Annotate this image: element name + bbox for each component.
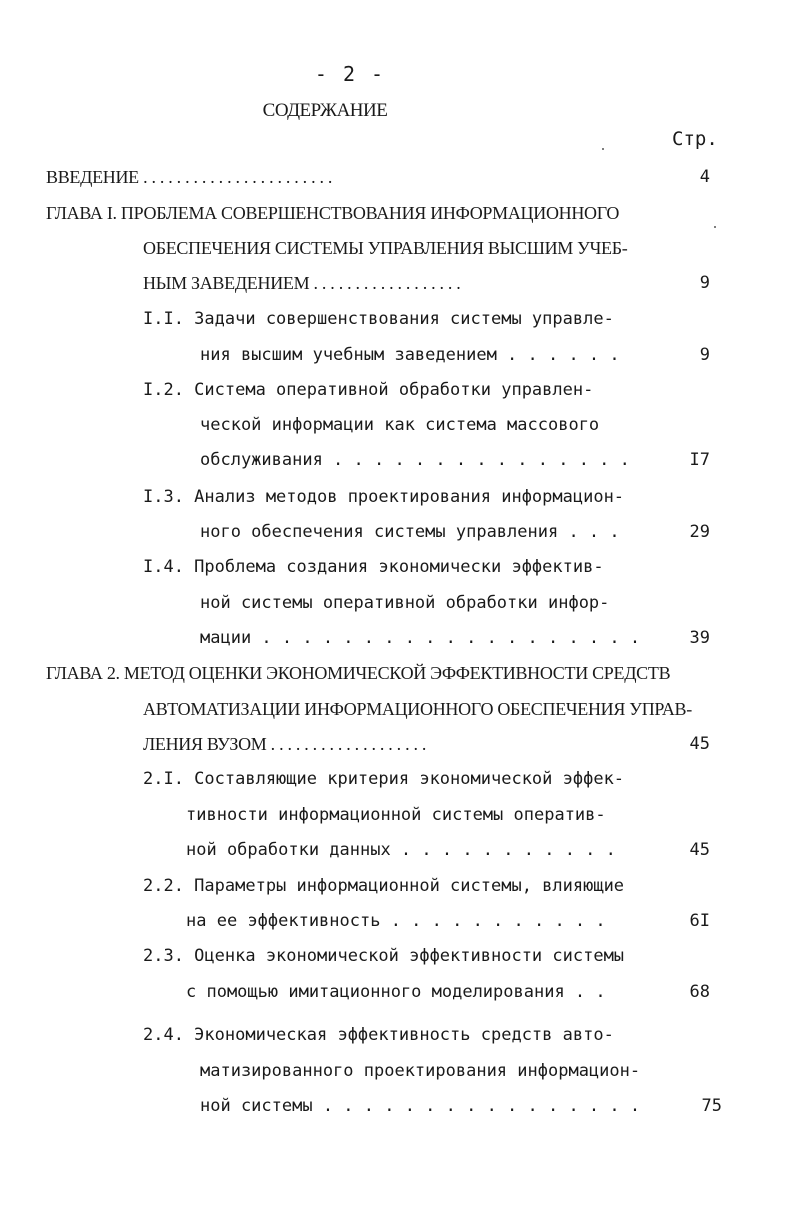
toc-line-1-1-a: I.I. Задачи совершенствования системы управле-	[143, 309, 614, 329]
scan-speck	[602, 148, 604, 150]
toc-line-2-4-c: ной системы . . . . . . . . . . . . . . . .	[200, 1096, 641, 1116]
toc-line-1-4-c: мации . . . . . . . . . . . . . . . . . . .	[200, 628, 641, 648]
toc-line-chapter1-2: ОБЕСПЕЧЕНИЯ СИСТЕМЫ УПРАВЛЕНИЯ ВЫСШИМ УЧЕБ-	[143, 238, 628, 258]
page-column-label: Стр.	[672, 128, 718, 150]
toc-line-1-3-a: I.3. Анализ методов проектирования информацион-	[143, 487, 625, 507]
toc-line-2-1-b: тивности информационной системы оператив-	[186, 805, 606, 825]
toc-line-1-2-c: обслуживания . . . . . . . . . . . . . . .	[200, 450, 630, 470]
toc-page-2-4: 75	[701, 1096, 722, 1116]
toc-line-chapter2-1: ГЛАВА 2. МЕТОД ОЦЕНКИ ЭКОНОМИЧЕСКОЙ ЭФФЕКТИВНОСТИ СРЕДСТВ	[46, 663, 671, 683]
toc-line-chapter2-3: ЛЕНИЯ ВУЗОМ . . . . . . . . . . . . . . . . . . .	[143, 734, 427, 754]
toc-line-1-4-b: ной системы оперативной обработки инфор-	[200, 593, 610, 613]
toc-line-2-2-a: 2.2. Параметры информационной системы, влияющие	[143, 876, 625, 896]
toc-line-chapter2-2: АВТОМАТИЗАЦИИ ИНФОРМАЦИОННОГО ОБЕСПЕЧЕНИЯ УПРАВ-	[143, 699, 692, 719]
toc-line-introduction: ВВЕДЕНИЕ . . . . . . . . . . . . . . . . . . . . . . .	[46, 167, 333, 187]
toc-line-1-2-a: I.2. Система оперативной обработки управлен-	[143, 380, 594, 400]
toc-line-2-1-a: 2.I. Составляющие критерия экономической эффек-	[143, 769, 625, 789]
toc-page-2-1: 45	[689, 840, 710, 860]
toc-page-2-3: 68	[689, 982, 710, 1002]
toc-page-chapter1: 9	[699, 273, 710, 293]
toc-line-2-4-b: матизированного проектирования информацион-	[200, 1061, 641, 1081]
toc-line-2-2-b: на ее эффективность . . . . . . . . . . .	[186, 911, 606, 931]
toc-page-1-1: 9	[699, 345, 710, 365]
scan-speck	[714, 226, 716, 228]
toc-line-2-4-a: 2.4. Экономическая эффективность средств авто-	[143, 1025, 614, 1045]
toc-page-1-4: 39	[689, 628, 710, 648]
toc-line-1-3-b: ного обеспечения системы управления . . .	[200, 522, 620, 542]
toc-title: СОДЕРЖАНИЕ	[262, 100, 388, 121]
toc-line-2-3-a: 2.3. Оценка экономической эффективности системы	[143, 946, 625, 966]
toc-line-2-3-b: с помощью имитационного моделирования . .	[186, 982, 606, 1002]
toc-line-1-2-b: ческой информации как система массового	[200, 415, 600, 435]
toc-line-chapter1-1: ГЛАВА I. ПРОБЛЕМА СОВЕРШЕНСТВОВАНИЯ ИНФОРМАЦИОННОГО	[46, 203, 620, 223]
toc-page-2-2: 6I	[689, 911, 710, 931]
toc-page-1-3: 29	[689, 522, 710, 542]
toc-page-chapter2: 45	[689, 734, 710, 754]
toc-line-2-1-c: ной обработки данных . . . . . . . . . . .	[186, 840, 616, 860]
page-number: - 2 -	[314, 62, 386, 86]
toc-line-1-4-a: I.4. Проблема создания экономически эффектив-	[143, 557, 604, 577]
toc-line-chapter1-3: НЫМ ЗАВЕДЕНИЕМ . . . . . . . . . . . . . . . . . .	[143, 273, 461, 293]
toc-page-1-2: I7	[689, 450, 710, 470]
toc-page-introduction: 4	[699, 167, 710, 187]
toc-line-1-1-b: ния высшим учебным заведением . . . . . .	[200, 345, 620, 365]
